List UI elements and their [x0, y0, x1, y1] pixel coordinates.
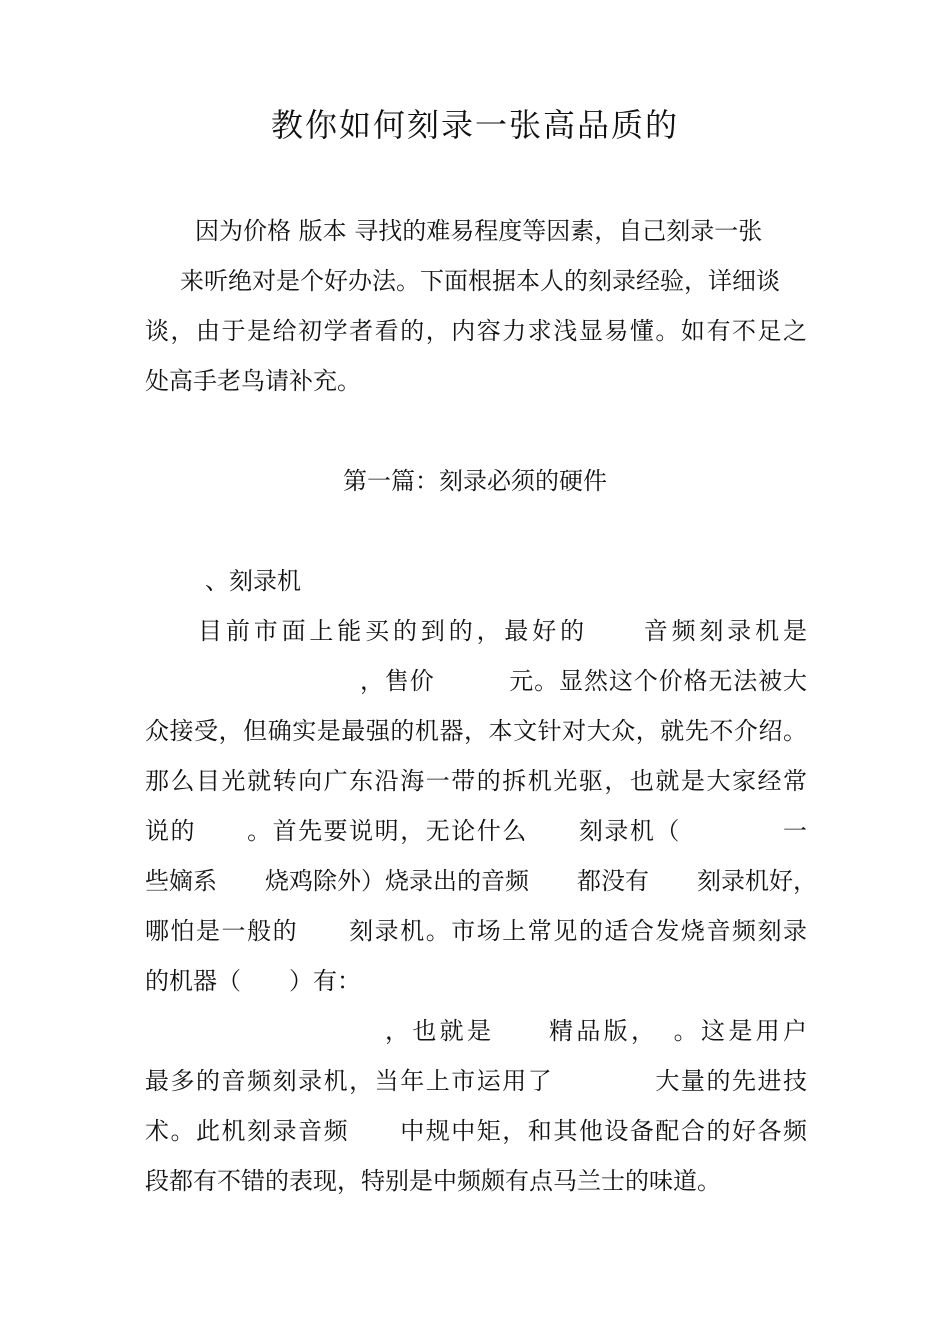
intro-line: 谈，由于是给初学者看的，内容力求浅显易懂。如有不足之 [145, 317, 807, 345]
section-heading: 第一篇：刻录必须的硬件 [343, 467, 607, 495]
body-line: 说的 。首先要说明，无论什么 刻录机（ 一 [145, 817, 807, 845]
body-line: 些嫡系 烧鸡除外）烧录出的音频 都没有 刻录机好， [145, 867, 817, 895]
document-title: 教你如何刻录一张高品质的 [270, 106, 679, 144]
subsection-heading: 、刻录机 [205, 567, 301, 595]
intro-line: 因为价格 版本 寻找的难易程度等因素，自己刻录一张 [195, 217, 763, 245]
body-line: ，售价 元。显然这个价格无法被大 [360, 667, 807, 695]
body-line: 的机器（ ）有： [145, 967, 361, 995]
body-line: 哪怕是一般的 刻录机。市场上常见的适合发烧音频刻录 [145, 917, 807, 945]
body-line: 最多的音频刻录机，当年上市运用了 大量的先进技 [145, 1067, 807, 1095]
body-line: 那么目光就转向广东沿海一带的拆机光驱，也就是大家经常 [145, 767, 807, 795]
body-line: ，也就是 精品版， 。这是用户 [385, 1017, 807, 1045]
intro-line: 处高手老鸟请补充。 [145, 367, 361, 395]
body-line: 目前市面上能买的到的，最好的 音频刻录机是 [198, 617, 807, 645]
body-line: 段都有不错的表现，特别是中频颇有点马兰士的味道。 [145, 1167, 721, 1195]
body-line: 术。此机刻录音频 中规中矩，和其他设备配合的好各频 [145, 1117, 807, 1145]
intro-line: 来听绝对是个好办法。下面根据本人的刻录经验，详细谈 [180, 267, 780, 295]
body-line: 众接受，但确实是最强的机器，本文针对大众，就先不介绍。 [145, 717, 807, 745]
